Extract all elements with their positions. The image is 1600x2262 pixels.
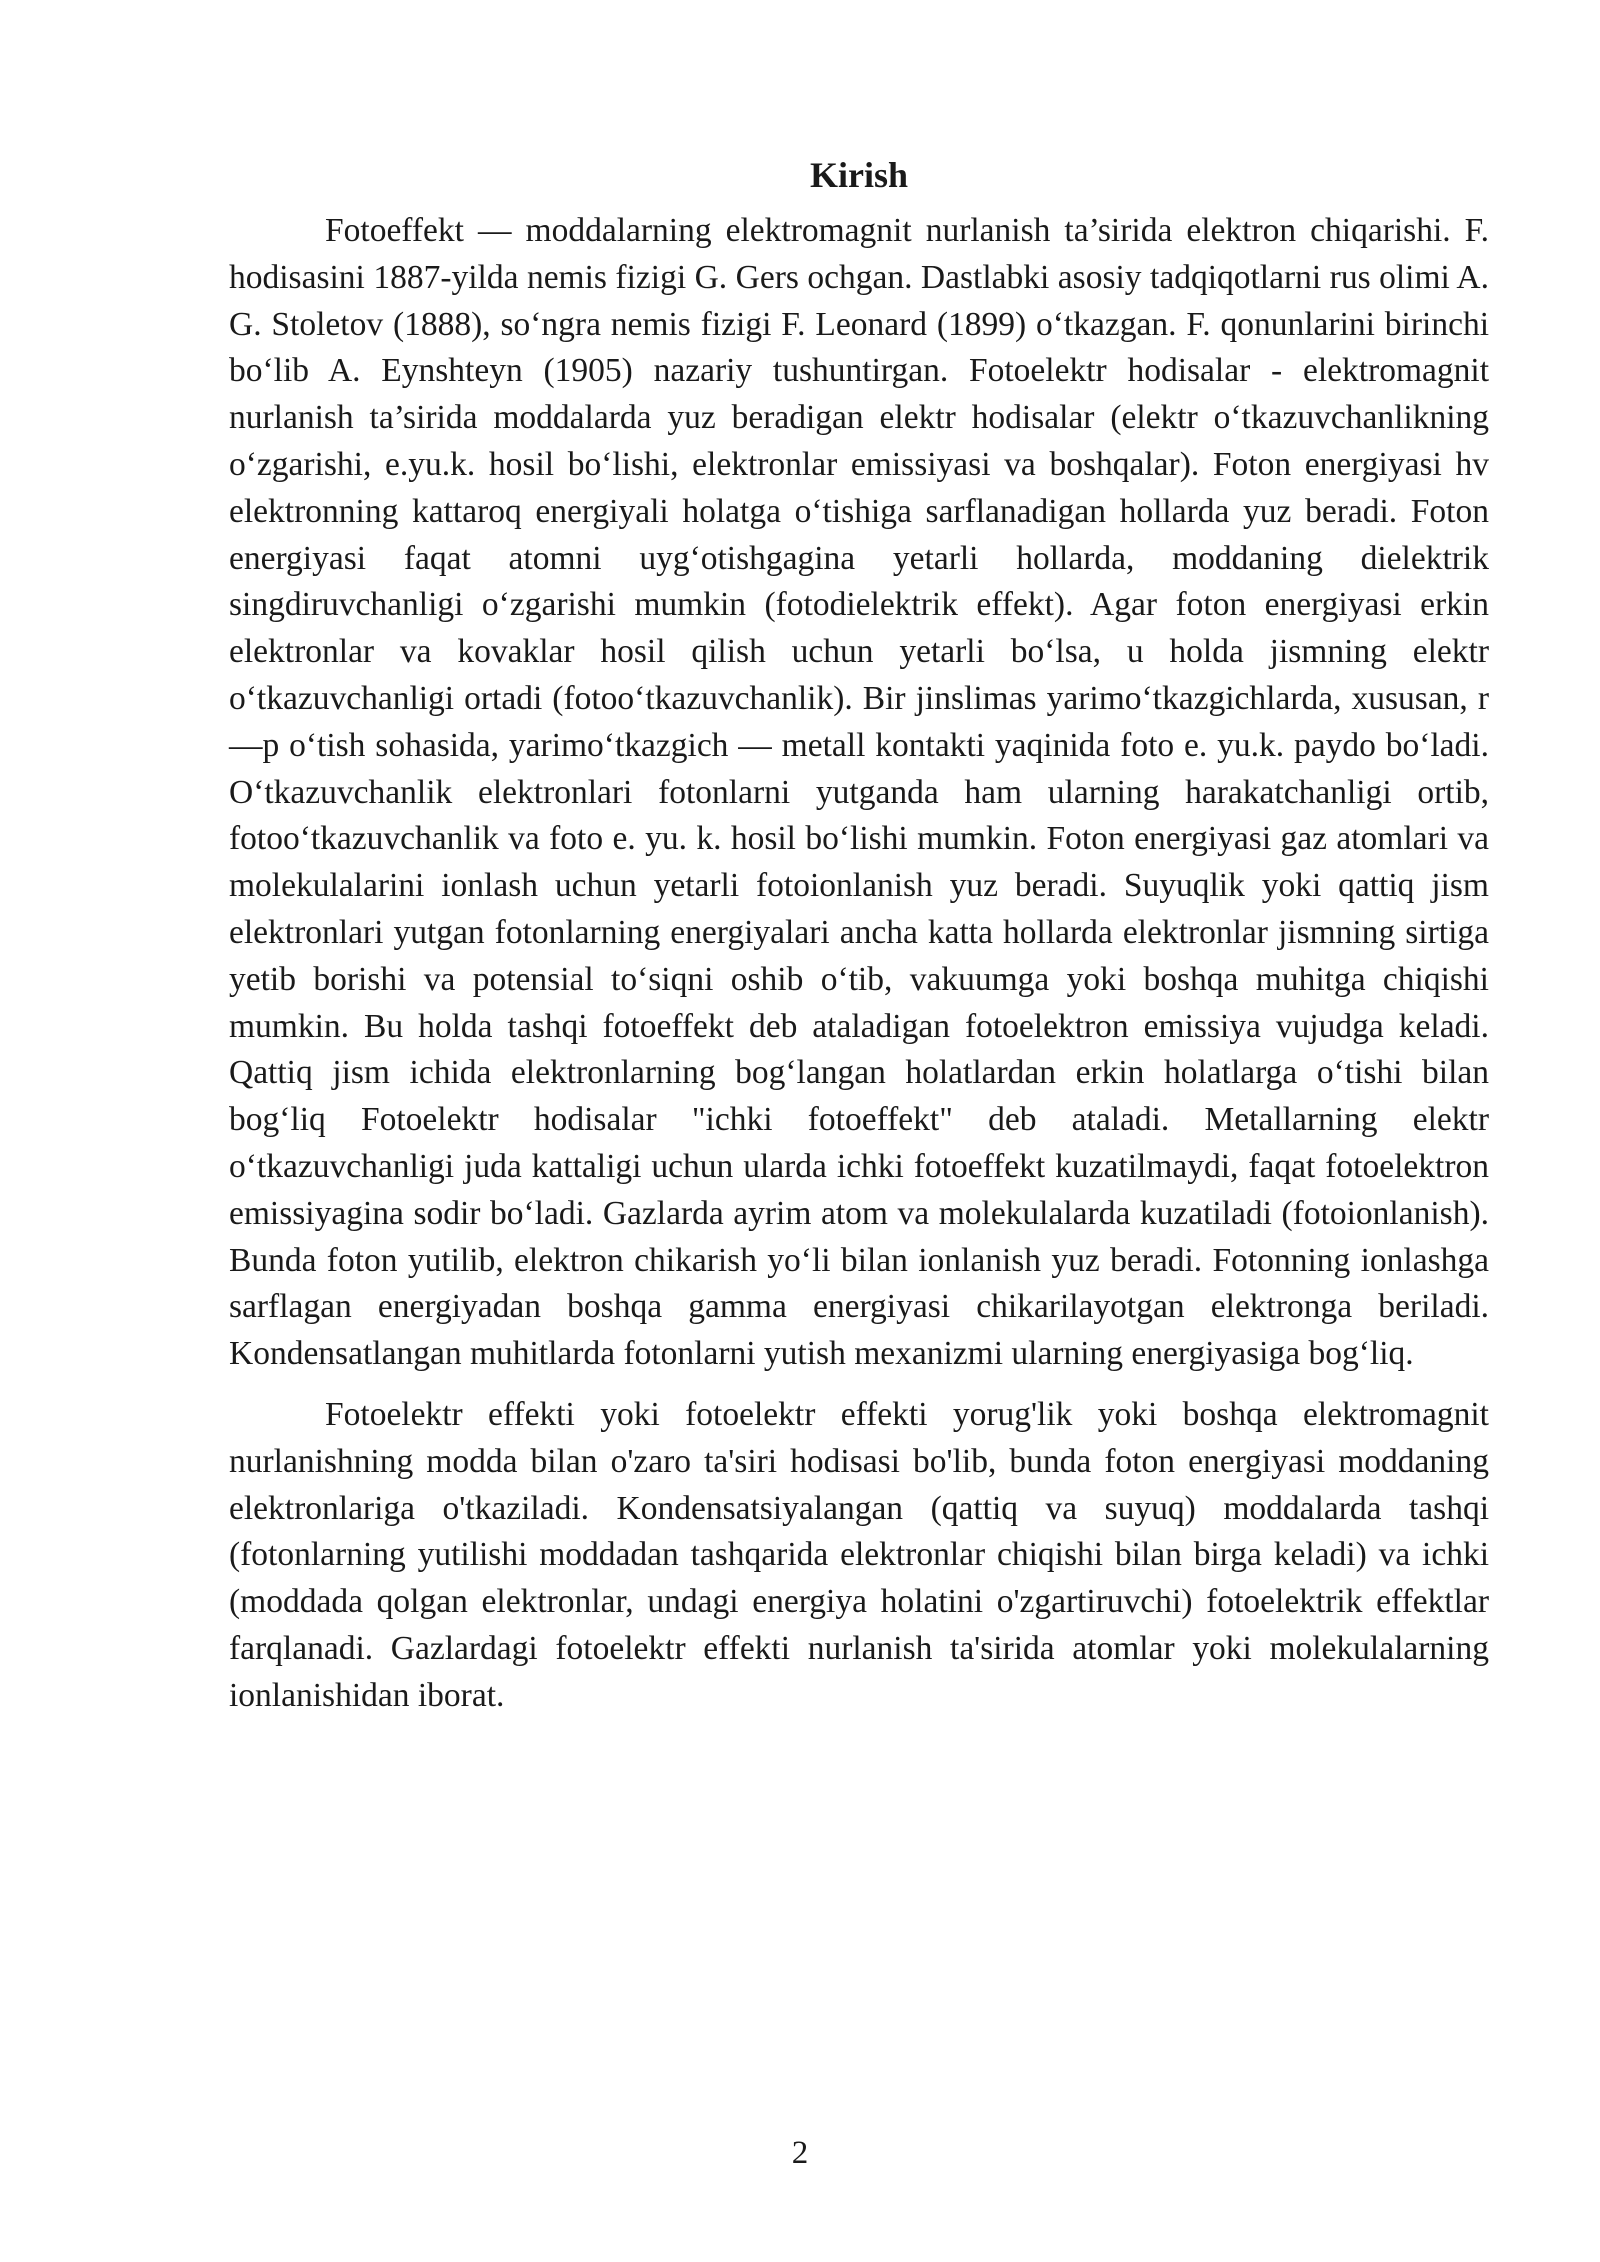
page-number: 2	[791, 2135, 809, 2171]
paragraph-2: Fotoelektr effekti yoki fotoelektr effekti yorug'lik yoki boshqa elektromagnit nurlanishning modda bilan o'zaro ta'siri hodisasi bo'lib, bunda foton energiyasi moddaning elektronlariga o'tkaziladi. Kondensatsiyalangan (qattiq va suyuq) moddalarda tashqi (fotonlarning yutilishi moddadan tashqarida elektronlar chiqishi bilan birga keladi) va ichki (moddada qolgan elektronlar, undagi energiya holatini o'zgartiruvchi) fotoelektrik effektlar farqlanadi. Gazlardagi fotoelektr effekti nurlanish ta'sirida atomlar yoki molekulalarning ionlanishidan iborat.	[229, 1395, 1489, 1714]
page-content	[229, 150, 1489, 1720]
page-title: Kirish	[809, 155, 908, 195]
paragraph-1: Fotoeffekt — moddalarning elektromagnit nurlanish ta’sirida elektron chiqarishi. F. hodisasini 1887-yilda nemis fizigi G. Gers ochgan. Dastlabki asosiy tadqiqotlarni rus olimi A. G. Stoletov (1888), so‘ngra nemis fizigi F. Leonard (1899) o‘tkazgan. F. qonunlarini birinchi bo‘lib A. Eynshteyn (1905) nazariy tushuntirgan. Fotoelektr hodisalar - elektromagnit nurlanish ta’sirida moddalarda yuz beradigan elektr hodisalar (elektr o‘tkazuvchanlikning o‘zgarishi, e.yu.k. hosil bo‘lishi, elektronlar emissiyasi va boshqalar). Foton energiyasi hv elektronning kattaroq energiyali holatga o‘tishiga sarflanadigan hollarda yuz beradi. Foton energiyasi faqat atomni uyg‘otishgagina yetarli hollarda, moddaning dielektrik singdiruvchanligi o‘zgarishi mumkin (fotodielektrik effekt). Agar foton energiyasi erkin elektronlar va kovaklar hosil qilish uchun yetarli bo‘lsa, u holda jismning elektr o‘tkazuvchanligi ortadi (fotoo‘tkazuvchanlik). Bir jinslimas yarimo‘tkazgichlarda, xususan, r—p o‘tish sohasida, yarimo‘tkazgich — metall kontakti yaqinida foto e. yu.k. paydo bo‘ladi. O‘tkazuvchanlik elektronlari fotonlarni yutganda ham ularning harakatchanligi ortib, fotoo‘tkazuvchanlik va foto e. yu. k. hosil bo‘lishi mumkin. Foton energiyasi gaz atomlari va molekulalarini ionlash uchun yetarli fotoionlanish yuz beradi. Suyuqlik yoki qattiq jism elektronlari yutgan fotonlarning energiyalari ancha katta hollarda elektronlar jismning sirtiga yetib borishi va potensial to‘siqni oshib o‘tib, vakuumga yoki boshqa muhitga chiqishi mumkin. Bu holda tashqi fotoeffekt deb ataladigan fotoelektron emissiya vujudga keladi. Qattiq jism ichida elektronlarning bog‘langan holatlardan erkin holatlarga o‘tishi bilan bog‘liq Fotoelektr hodisalar "ichki fotoeffekt" deb ataladi. Metallarning elektr o‘tkazuvchanligi juda kattaligi uchun ularda ichki fotoeffekt kuzatilmaydi, faqat fotoelektron emissiyagina sodir bo‘ladi. Gazlarda ayrim atom va molekulalarda kuzatiladi (fotoionlanish). Bunda foton yutilib, elektron chikarish yo‘li bilan ionlanish yuz beradi. Fotonning ionlashga sarflagan energiyadan boshqa gamma energiyasi chikarilayotgan elektronga beriladi. Kondensatlangan muhitlarda fotonlarni yutish mexanizmi ularning energiyasiga bog‘liq.	[229, 212, 1489, 1373]
